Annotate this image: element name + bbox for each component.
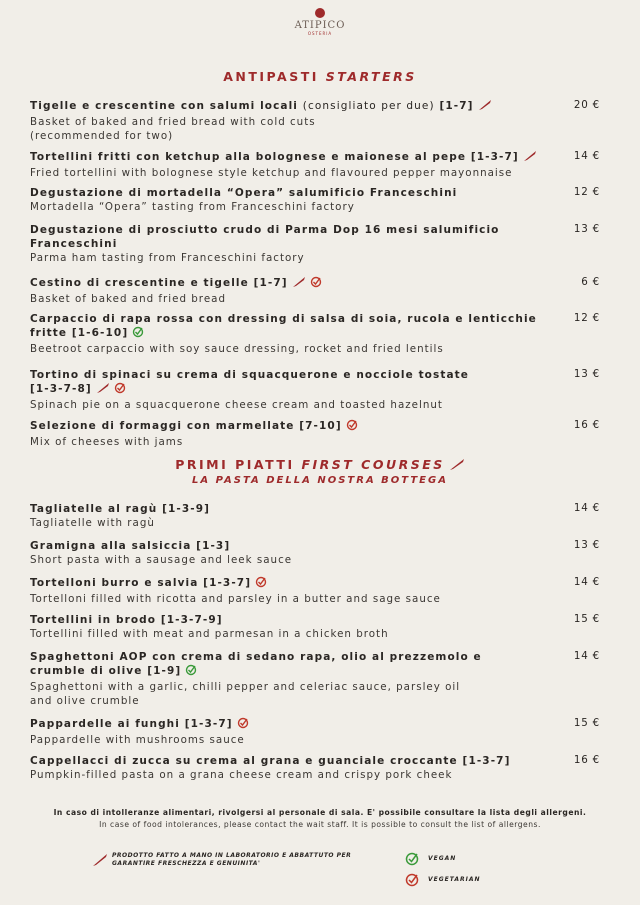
feather-icon [478,99,492,115]
menu-item: Spaghettoni AOP con crema di sedano rapa, olio al prezzemolo e crumble di olive [1-9] Spaghettoni with a garlic, chilli pepper and celeriac sauce, parsley oil and olive crumble 14 € [30,650,600,707]
menu-item: Pappardelle ai funghi [1-3-7] Pappardelle with mushrooms sauce 15 € [30,717,600,746]
menu-item: Cappellacci di zucca su crema al grana e guanciale croccante [1-3-7] Pumpkin-filled pasta on a grana cheese cream and crispy pork cheek 16 € [30,754,600,781]
restaurant-logo [0,8,640,36]
vegetarian-icon [405,872,419,891]
price: 14 € [573,150,600,162]
legend-handmade: PRODOTTO FATTO A MANO IN LABORATORIO E ABBATTUTO PER GARANTIRE FRESCHEZZA E GENUINITA' [112,852,352,867]
price: 20 € [573,99,600,111]
price: 16 € [573,754,600,766]
menu-item: Tigelle e crescentine con salumi locali (consigliato per due) [1-7] Basket of baked and fried bread with cold cuts (recommended for two) 20 € [30,99,600,142]
allergen-notice-it: In caso di intolleranze alimentari, rivolgersi al personale di sala. E' possibile consultare la lista degli allergeni. [53,808,587,817]
logo-mark-icon [315,8,325,18]
menu-item: Tagliatelle al ragù [1-3-9] Tagliatelle with ragù 14 € [30,502,600,529]
feather-icon [92,852,108,871]
logo-sub: OSTERIA [307,31,333,36]
price: 6 € [581,276,600,288]
menu-item: Tortino di spinaci su crema di squacquerone e nocciole tostate [1-3-7-8] Spinach pie on a squacquerone cheese cream and toasted hazelnut 13 € [30,368,600,411]
price: 12 € [573,312,600,324]
check-leaf-icon [185,664,197,680]
primi-heading: PRIMI PIATTI FIRST COURSES [0,457,640,474]
check-leaf-icon [132,326,144,342]
legend-vegetarian: VEGETARIAN [428,876,481,883]
vegetarian-icon [255,576,267,592]
menu-item: Selezione di formaggi con marmellate [7-10] Mix of cheeses with jams 16 € [30,419,600,448]
logo-name: ATIPICO [294,20,346,31]
price: 14 € [573,576,600,588]
menu-item: Degustazione di mortadella “Opera” salumificio Franceschini Mortadella “Opera” tasting from Franceschini factory 12 € [30,186,600,213]
vegetarian-icon [346,419,358,435]
price: 12 € [573,186,600,198]
menu-item: Gramigna alla salsiccia [1-3] Short pasta with a sausage and leek sauce 13 € [30,539,600,566]
price: 13 € [573,539,600,551]
menu-item: Degustazione di prosciutto crudo di Parma Dop 16 mesi salumificio Franceschini Parma ham tasting from Franceschini factory 13 € [30,223,600,264]
price: 15 € [573,613,600,625]
menu-item: Carpaccio di rapa rossa con dressing di salsa di soia, rucola e lenticchie fritte [1-6-10] Beetroot carpaccio with soy sauce dressing, rocket and fried lentils 12 € [30,312,600,355]
check-leaf-icon [405,851,419,870]
price: 13 € [573,223,600,235]
menu-item: Tortelloni burro e salvia [1-3-7] Tortelloni filled with ricotta and parsley in a butter and sage sauce 14 € [30,576,600,605]
price: 14 € [573,502,600,514]
menu-item: Tortellini fritti con ketchup alla bolognese e maionese al pepe [1-3-7] Fried tortellini with bolognese style ketchup and flavoured pepper mayonnaise 14 € [30,150,600,179]
vegetarian-icon [310,276,322,292]
feather-icon [449,458,465,474]
primi-subheading: LA PASTA DELLA NOSTRA BOTTEGA [192,475,448,486]
price: 13 € [573,368,600,380]
price: 16 € [573,419,600,431]
menu-item: Tortellini in brodo [1-3-7-9] Tortellini filled with meat and parmesan in a chicken broth 15 € [30,613,600,640]
feather-icon [523,150,537,166]
vegetarian-icon [237,717,249,733]
menu-item: Cestino di crescentine e tigelle [1-7] Basket of baked and fried bread 6 € [30,276,600,305]
allergen-notice-en: In case of food intolerances, please contact the wait staff. It is possible to consult the list of allergens. [99,820,541,829]
legend-vegan: VEGAN [428,855,457,862]
feather-icon [96,382,110,398]
price: 14 € [573,650,600,662]
price: 15 € [573,717,600,729]
vegetarian-icon [114,382,126,398]
antipasti-heading: ANTIPASTI STARTERS [223,69,417,84]
feather-icon [292,276,306,292]
